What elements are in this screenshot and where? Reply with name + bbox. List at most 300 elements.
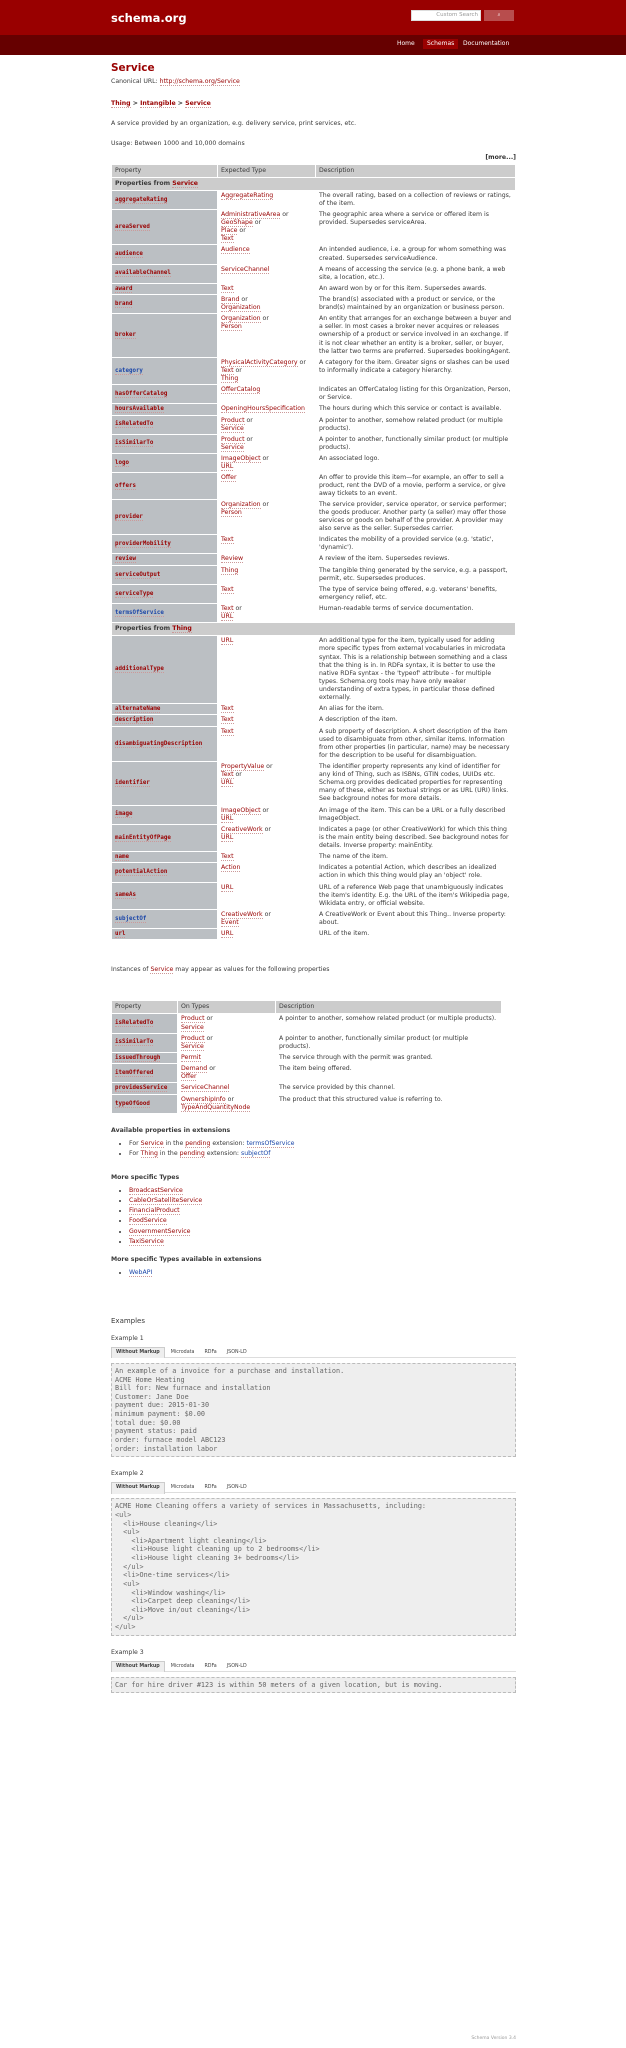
list-item xyxy=(129,1269,516,1277)
extension-item xyxy=(129,1150,516,1158)
property-link[interactable]: aggregateRating xyxy=(115,196,168,203)
description-cell: Indicates a page (or other CreativeWork) for which this thing is the main entity being described. See background notes for details. Inverse property: mainEntity. xyxy=(316,824,516,851)
type-link[interactable]: ImageObject xyxy=(221,806,261,814)
list-item xyxy=(129,1187,516,1195)
table-row xyxy=(112,384,516,403)
property-cell xyxy=(112,500,218,535)
property-link[interactable]: additionalType xyxy=(115,666,164,673)
expected-type-cell xyxy=(218,314,316,357)
property-cell xyxy=(112,1094,178,1113)
type-link[interactable]: URL xyxy=(221,814,234,822)
breadcrumb-link[interactable]: Thing xyxy=(111,99,131,107)
type-link[interactable]: Text xyxy=(221,235,234,243)
property-cell xyxy=(112,824,218,851)
description-cell: The service provided by this channel. xyxy=(276,1083,502,1095)
property-link[interactable]: mainEntityOfPage xyxy=(115,834,171,841)
ext-pre: For xyxy=(129,1140,139,1148)
or-text: or xyxy=(204,1034,213,1042)
property-cell xyxy=(112,636,218,704)
property-cell xyxy=(112,805,218,824)
type-link[interactable]: TypeAndQuantityNode xyxy=(181,1103,251,1111)
property-cell xyxy=(112,1052,178,1064)
table-row xyxy=(112,1033,502,1052)
type-description: A service provided by an organization, e.g. delivery service, print services, etc. xyxy=(111,119,357,127)
table-row xyxy=(112,357,516,384)
property-link[interactable]: providerMobility xyxy=(115,541,171,548)
type-link[interactable]: Service xyxy=(221,424,244,432)
description-cell: Indicates a potential Action, which describes an idealized action in which this thing would play an 'object' role. xyxy=(316,863,516,882)
description-cell: The item being offered. xyxy=(276,1064,502,1083)
property-link[interactable]: name xyxy=(115,853,129,860)
type-link[interactable]: Thing xyxy=(221,566,239,574)
section-prefix: Properties from xyxy=(115,180,171,188)
list-item xyxy=(129,1228,516,1236)
description-cell: Human-readable terms of service documentation. xyxy=(316,604,516,623)
property-link[interactable]: hoursAvailable xyxy=(115,405,164,412)
type-link[interactable]: OwnershipInfo xyxy=(181,1095,226,1103)
expected-type-cell xyxy=(218,762,316,805)
example-tab[interactable]: RDFa xyxy=(204,1349,217,1355)
property-cell xyxy=(112,604,218,623)
property-cell xyxy=(112,283,218,295)
description-cell: A pointer to another, functionally similar product (or multiple products). xyxy=(316,434,516,453)
instances-type-link[interactable]: Service xyxy=(150,966,174,974)
type-link[interactable]: Audience xyxy=(221,246,250,254)
description-cell: A review of the item. Supersedes reviews. xyxy=(316,554,516,566)
property-link[interactable]: alternateName xyxy=(115,705,161,712)
property-cell xyxy=(112,554,218,566)
section-type-link[interactable]: Service xyxy=(172,180,198,188)
property-link[interactable]: provider xyxy=(115,513,143,520)
table-row xyxy=(112,928,516,940)
type-link[interactable]: Demand xyxy=(181,1065,208,1073)
property-link[interactable]: availableChannel xyxy=(115,270,171,277)
type-link[interactable]: Text xyxy=(221,771,234,779)
example-tab[interactable]: Microdata xyxy=(170,1663,195,1669)
specific-types-list xyxy=(129,1187,516,1245)
or-text: or xyxy=(237,227,246,235)
example-code: Car for hire driver #123 is within 50 meters of a given location, but is moving. xyxy=(111,1677,516,1694)
property-cell xyxy=(112,384,218,403)
subtype-link[interactable]: WebAPI xyxy=(129,1268,153,1276)
property-link[interactable]: termsOfService xyxy=(115,610,164,617)
specific-ext-list xyxy=(129,1269,516,1277)
type-link[interactable]: CreativeWork xyxy=(221,825,263,833)
description-cell: An award won by or for this item. Supersedes awards. xyxy=(316,283,516,295)
description-cell: A category for the item. Greater signs or slashes can be used to informally indicate a category hierarchy. xyxy=(316,357,516,384)
property-link[interactable]: providesService xyxy=(115,1085,168,1092)
type-link[interactable]: AdministrativeArea xyxy=(221,211,281,219)
table-row xyxy=(112,415,516,434)
description-cell: The service through with the permit was granted. xyxy=(276,1052,502,1064)
property-link[interactable]: serviceOutput xyxy=(115,571,161,578)
property-cell xyxy=(112,726,218,761)
expected-type-cell xyxy=(218,565,316,584)
search-input[interactable]: Custom Search xyxy=(411,10,481,21)
table-row xyxy=(112,715,516,727)
expected-type-cell xyxy=(218,191,316,210)
nav-documentation[interactable]: Documentation xyxy=(463,40,510,47)
description-cell: The geographic area where a service or offered item is provided. Supersedes serviceArea. xyxy=(316,210,516,245)
section-prefix: Properties from xyxy=(115,625,171,633)
property-link[interactable]: potentialAction xyxy=(115,869,168,876)
or-text: or xyxy=(264,763,273,771)
table-row xyxy=(112,824,516,851)
example-title: Example 2 xyxy=(111,1470,144,1478)
expected-type-cell xyxy=(218,245,316,264)
table-row xyxy=(112,882,516,909)
property-link[interactable]: identifier xyxy=(115,780,150,787)
type-link[interactable]: CreativeWork xyxy=(221,910,263,918)
property-link[interactable]: subjectOf xyxy=(115,915,147,922)
property-link[interactable]: isRelatedTo xyxy=(115,1020,154,1027)
ext-prop-link[interactable]: termsOfService xyxy=(246,1140,295,1148)
type-link[interactable]: Offer xyxy=(221,473,237,481)
description-cell: An image of the item. This can be a URL or a fully described ImageObject. xyxy=(316,805,516,824)
property-cell xyxy=(112,245,218,264)
type-link[interactable]: Service xyxy=(181,1042,204,1050)
property-cell xyxy=(112,703,218,715)
property-link[interactable]: offers xyxy=(115,482,136,489)
expected-type-cell xyxy=(218,703,316,715)
or-text: or xyxy=(207,1065,216,1073)
description-cell: An entity that arranges for an exchange between a buyer and a seller. In most cases a broker never acquires or releases ownership of a product or service involved in an exchange. If it is not clear whether an entity is a broker, seller, or buyer, the latter two terms are preferred. Supersedes bookingAgent. xyxy=(316,314,516,357)
table-row xyxy=(112,604,516,623)
property-cell xyxy=(112,314,218,357)
description-cell: The product that this structured value is referring to. xyxy=(276,1094,502,1113)
property-cell xyxy=(112,357,218,384)
property-cell xyxy=(112,264,218,283)
expected-type-cell xyxy=(218,863,316,882)
property-cell xyxy=(112,715,218,727)
type-link[interactable]: PhysicalActivityCategory xyxy=(221,358,298,366)
list-item xyxy=(129,1238,516,1246)
instances-text xyxy=(111,966,516,974)
type-link[interactable]: Text xyxy=(221,284,234,292)
type-link[interactable]: URL xyxy=(221,613,234,621)
expected-type-cell xyxy=(218,604,316,623)
description-cell: URL of the item. xyxy=(316,928,516,940)
type-link[interactable]: URL xyxy=(221,462,234,470)
nav-schemas[interactable]: Schemas xyxy=(423,39,458,49)
expected-type-cell xyxy=(218,357,316,384)
table-row xyxy=(112,726,516,761)
or-text: or xyxy=(260,454,269,462)
table-row xyxy=(112,762,516,805)
table-row xyxy=(112,453,516,472)
expected-type-cell xyxy=(218,403,316,415)
description-cell: An intended audience, i.e. a group for whom something was created. Supersedes serviceAudience. xyxy=(316,245,516,264)
property-link[interactable]: image xyxy=(115,811,133,818)
example-tab[interactable]: JSON-LD xyxy=(226,1349,247,1355)
table-row xyxy=(112,283,516,295)
type-link[interactable]: Permit xyxy=(181,1053,201,1061)
example-tab[interactable]: JSON-LD xyxy=(226,1485,247,1491)
breadcrumb-separator: > xyxy=(175,99,186,107)
property-link[interactable]: typeOfGood xyxy=(115,1100,150,1107)
type-link[interactable]: GeoShape xyxy=(221,219,253,227)
type-link[interactable]: ImageObject xyxy=(221,454,261,462)
breadcrumb-link[interactable]: Service xyxy=(185,99,211,107)
property-link[interactable]: brand xyxy=(115,301,133,308)
type-link[interactable]: Text xyxy=(221,366,234,374)
description-cell: The brand(s) associated with a product or service, or the brand(s) maintained by an organization or business person. xyxy=(316,295,516,314)
ext-name-link[interactable]: pending xyxy=(185,1140,211,1148)
table-row xyxy=(112,245,516,264)
instances-suffix: may appear as values for the following properties xyxy=(175,966,330,974)
table-row xyxy=(112,535,516,554)
table-row xyxy=(112,805,516,824)
type-link[interactable]: Product xyxy=(221,416,245,424)
type-link[interactable]: Product xyxy=(181,1015,205,1023)
type-link[interactable]: URL xyxy=(221,929,234,937)
example-tab[interactable]: Without Markup xyxy=(111,1661,165,1672)
property-cell xyxy=(112,1064,178,1083)
property-link[interactable]: url xyxy=(115,930,126,937)
table-row xyxy=(112,403,516,415)
example-code: An example of a invoice for a purchase and installation. ACME Home Heating Bill for: New furnace and installation Customer: Jane Doe payment due: 2015-01-30 minimum payment: $0.00 total due: $0.00 payment status: paid order: furnace model ABC123 order: installation labor xyxy=(111,1363,516,1457)
property-link[interactable]: areaServed xyxy=(115,224,150,231)
subtype-link[interactable]: GovernmentService xyxy=(129,1227,191,1235)
usage-text: Usage: Between 1000 and 10,000 domains xyxy=(111,139,245,147)
extensions-heading: Available properties in extensions xyxy=(111,1127,231,1135)
examples-heading: Examples xyxy=(111,1316,146,1325)
extension-item xyxy=(129,1140,516,1148)
ext-type-link[interactable]: Service xyxy=(140,1140,164,1148)
ext-mid: in the xyxy=(159,1150,178,1158)
type-link[interactable]: Organization xyxy=(221,501,261,509)
section-type-link[interactable]: Thing xyxy=(172,625,192,633)
property-link[interactable]: disambiguatingDescription xyxy=(115,740,203,747)
expected-type-cell xyxy=(218,264,316,283)
description-cell: A means of accessing the service (e.g. a phone bank, a web site, a location, etc.). xyxy=(316,264,516,283)
breadcrumb-link[interactable]: Intangible xyxy=(140,99,176,107)
description-cell: A pointer to another, somehow related product (or multiple products). xyxy=(316,415,516,434)
table-row xyxy=(112,1064,502,1083)
description-cell: A sub property of description. A short description of the item used to disambiguate from other, similar items. Information from other properties (in particular, name) may be necessary for the description to be useful for disambiguation. xyxy=(316,726,516,761)
description-cell: The tangible thing generated by the service, e.g. a passport, permit, etc. Supersedes produces. xyxy=(316,565,516,584)
property-link[interactable]: description xyxy=(115,717,154,724)
example-tab[interactable]: RDFa xyxy=(204,1663,217,1669)
property-link[interactable]: isSimilarTo xyxy=(115,1039,154,1046)
type-link[interactable]: Text xyxy=(221,704,234,712)
type-link[interactable]: Product xyxy=(181,1034,205,1042)
property-link[interactable]: category xyxy=(115,367,143,374)
type-link[interactable]: Brand xyxy=(221,296,240,304)
type-link[interactable]: Text xyxy=(221,716,234,724)
property-link[interactable]: isRelatedTo xyxy=(115,421,154,428)
expected-type-cell xyxy=(218,384,316,403)
description-cell: URL of a reference Web page that unambiguously indicates the item's identity. E.g. the URL of the item's Wikipedia page, Wikidata entry, or official website. xyxy=(316,882,516,909)
type-link[interactable]: Place xyxy=(221,227,238,235)
description-cell: An alias for the item. xyxy=(316,703,516,715)
expected-type-cell xyxy=(218,415,316,434)
property-cell xyxy=(112,1033,178,1052)
table-row xyxy=(112,264,516,283)
or-text: or xyxy=(280,211,289,219)
or-text: or xyxy=(297,358,306,366)
search-button[interactable]: ⌕ xyxy=(484,10,514,21)
type-link[interactable]: Text xyxy=(221,605,234,613)
specific-ext-heading: More specific Types available in extensions xyxy=(111,1255,262,1263)
type-link[interactable]: Person xyxy=(221,323,242,331)
main-content xyxy=(111,62,516,1693)
instances-prefix: Instances of xyxy=(111,966,149,974)
expected-type-cell xyxy=(218,824,316,851)
type-link[interactable]: Action xyxy=(221,864,241,872)
col-expected-type: Expected Type xyxy=(218,164,316,177)
list-item xyxy=(129,1197,516,1205)
ext-type-link[interactable]: Thing xyxy=(140,1150,158,1158)
description-cell: The type of service being offered, e.g. veterans' benefits, emergency relief, etc. xyxy=(316,585,516,604)
property-link[interactable]: itemOffered xyxy=(115,1070,154,1077)
type-link[interactable]: ServiceChannel xyxy=(221,265,270,273)
type-link[interactable]: Text xyxy=(221,727,234,735)
type-link[interactable]: Event xyxy=(221,918,239,926)
ext-pre: For xyxy=(129,1150,139,1158)
table-row xyxy=(112,909,516,928)
type-link[interactable]: Review xyxy=(221,555,244,563)
description-cell: The hours during which this service or contact is available. xyxy=(316,403,516,415)
table-row xyxy=(112,191,516,210)
nav-home[interactable]: Home xyxy=(397,40,415,47)
property-cell xyxy=(112,535,218,554)
description-cell: An associated logo. xyxy=(316,453,516,472)
expected-type-cell xyxy=(218,500,316,535)
section-label xyxy=(112,623,516,636)
type-link[interactable]: URL xyxy=(221,637,234,645)
specific-types-heading: More specific Types xyxy=(111,1174,180,1182)
subtype-link[interactable]: FinancialProduct xyxy=(129,1207,180,1215)
breadcrumb-separator: > xyxy=(130,99,141,107)
property-link[interactable]: award xyxy=(115,285,133,292)
ext-name-link[interactable]: pending xyxy=(179,1150,205,1158)
example-tab[interactable]: Without Markup xyxy=(111,1347,165,1358)
table-row xyxy=(112,1052,502,1064)
type-link[interactable]: PropertyValue xyxy=(221,763,265,771)
property-link[interactable]: broker xyxy=(115,332,136,339)
example-tab[interactable]: Without Markup xyxy=(111,1482,165,1493)
expected-type-cell xyxy=(218,726,316,761)
subtype-link[interactable]: TaxiService xyxy=(129,1237,164,1245)
or-text: or xyxy=(262,825,271,833)
type-link[interactable]: Text xyxy=(221,852,234,860)
type-link[interactable]: URL xyxy=(221,779,234,787)
table-row xyxy=(112,585,516,604)
property-cell xyxy=(112,1014,178,1033)
property-cell xyxy=(112,762,218,805)
table-row xyxy=(112,554,516,566)
property-link[interactable]: serviceType xyxy=(115,590,154,597)
example-tab[interactable]: JSON-LD xyxy=(226,1663,247,1669)
expected-type-cell xyxy=(178,1052,276,1064)
section-label xyxy=(112,178,516,191)
property-link[interactable]: sameAs xyxy=(115,892,136,899)
expected-type-cell xyxy=(218,210,316,245)
type-link[interactable]: Organization xyxy=(221,304,261,312)
expected-type-cell xyxy=(218,453,316,472)
more-link xyxy=(111,154,516,162)
description-cell: A pointer to another, functionally similar product (or multiple products). xyxy=(276,1033,502,1052)
subtype-link[interactable]: CableOrSatelliteService xyxy=(129,1197,203,1205)
ext-prop-link[interactable]: subjectOf xyxy=(240,1150,271,1158)
type-link[interactable]: Text xyxy=(221,586,234,594)
property-cell xyxy=(112,565,218,584)
type-link[interactable]: Offer xyxy=(181,1073,197,1081)
extensions-list xyxy=(129,1140,516,1158)
subtype-link[interactable]: FoodService xyxy=(129,1217,167,1225)
example-tab[interactable]: RDFa xyxy=(204,1485,217,1491)
or-text: or xyxy=(252,219,262,227)
example-tabs xyxy=(111,1347,516,1358)
property-cell xyxy=(112,295,218,314)
more-button[interactable]: [more...] xyxy=(485,153,516,161)
property-cell xyxy=(112,851,218,863)
property-cell xyxy=(112,434,218,453)
expected-type-cell xyxy=(218,928,316,940)
type-link[interactable]: Person xyxy=(221,509,242,517)
expected-type-cell xyxy=(218,585,316,604)
type-link[interactable]: URL xyxy=(221,883,234,891)
type-link[interactable]: Thing xyxy=(221,374,239,382)
example-tabs xyxy=(111,1661,516,1672)
property-cell xyxy=(112,909,218,928)
or-text: or xyxy=(233,366,242,374)
type-link[interactable]: URL xyxy=(221,833,234,841)
property-cell xyxy=(112,472,218,499)
example-tab[interactable]: Microdata xyxy=(170,1349,195,1355)
property-link[interactable]: issuedThrough xyxy=(115,1054,161,1061)
examples-section xyxy=(111,1335,516,1693)
col-property: Property xyxy=(112,1001,178,1014)
type-link[interactable]: Service xyxy=(181,1023,204,1031)
expected-type-cell xyxy=(178,1094,276,1113)
expected-type-cell xyxy=(218,909,316,928)
property-link[interactable]: logo xyxy=(115,459,129,466)
property-cell xyxy=(112,585,218,604)
type-link[interactable]: Text xyxy=(221,536,234,544)
or-text: or xyxy=(239,296,248,304)
property-cell xyxy=(112,1083,178,1095)
or-text: or xyxy=(233,771,242,779)
table-section-header xyxy=(112,623,516,636)
property-link[interactable]: isSimilarTo xyxy=(115,440,154,447)
or-text: or xyxy=(260,806,269,814)
property-cell xyxy=(112,403,218,415)
expected-type-cell xyxy=(218,472,316,499)
subtype-link[interactable]: BroadcastService xyxy=(129,1187,183,1195)
type-link[interactable]: ServiceChannel xyxy=(181,1084,230,1092)
col-on-types: On Types xyxy=(178,1001,276,1014)
property-link[interactable]: audience xyxy=(115,251,143,258)
properties-table xyxy=(111,164,516,940)
canonical-link[interactable]: http://schema.org/Service xyxy=(159,77,240,85)
site-logo[interactable]: schema.org xyxy=(111,11,187,25)
type-link[interactable]: AggregateRating xyxy=(221,192,274,200)
table-row xyxy=(112,472,516,499)
property-cell xyxy=(112,863,218,882)
expected-type-cell xyxy=(178,1064,276,1083)
example-tab[interactable]: Microdata xyxy=(170,1485,195,1491)
type-link[interactable]: OpeningHoursSpecification xyxy=(221,404,305,412)
type-link[interactable]: Product xyxy=(221,435,245,443)
type-link[interactable]: Organization xyxy=(221,315,261,323)
breadcrumb xyxy=(111,100,516,108)
property-link[interactable]: review xyxy=(115,556,136,563)
type-link[interactable]: OfferCatalog xyxy=(221,385,261,393)
property-link[interactable]: hasOfferCatalog xyxy=(115,390,168,397)
type-link[interactable]: Service xyxy=(221,443,244,451)
